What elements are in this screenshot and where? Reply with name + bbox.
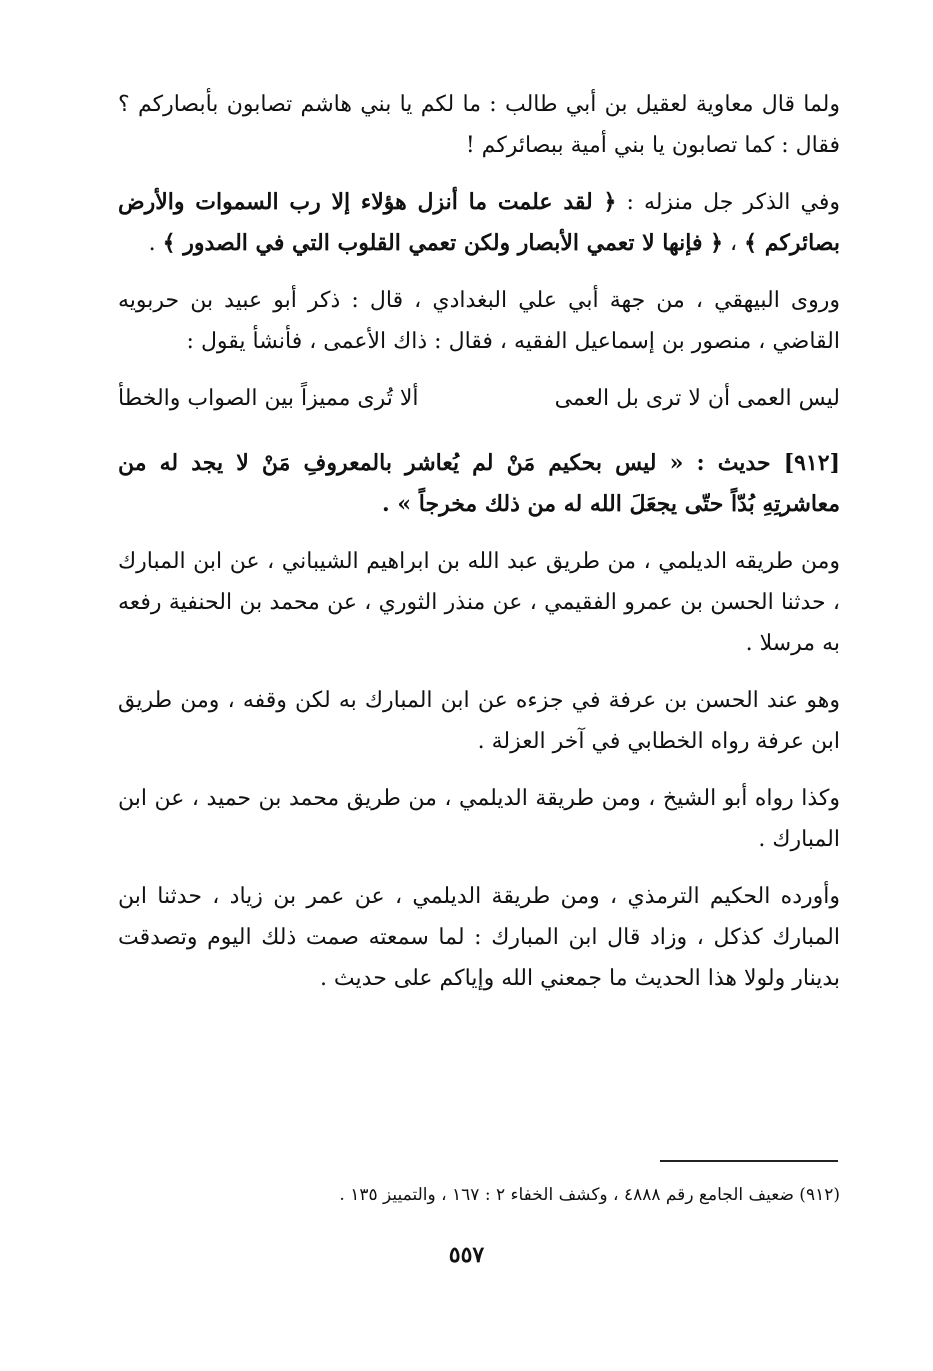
page-body xyxy=(118,84,840,999)
paragraph-daylami: ومن طريقه الديلمي ، من طريق عبد الله بن ابراهيم الشيباني ، عن ابن المبارك ، حدثنا الحسن بن عمرو الفقيمي ، عن منذر الثوري ، عن محمد بن الحنفية رفعه به مرسلا . xyxy=(118,549,840,656)
poem-hemistich-left: ألا تُرى مميزاً بين الصواب والخطأ xyxy=(118,386,419,411)
paragraph-abu-shaykh: وكذا رواه أبو الشيخ ، ومن طريقة الديلمي ، من طريق محمد بن حميد ، عن ابن المبارك . xyxy=(118,786,840,852)
poem-verse xyxy=(118,378,840,419)
quran-verse-2: ﴿ فإنها لا تعمي الأبصار ولكن تعمي القلوب التي في الصدور ﴾ xyxy=(162,230,724,256)
paragraph-ibn-arafa: وهو عند الحسن بن عرفة في جزءه عن ابن المبارك به لكن وقفه ، ومن طريق ابن عرفة رواه الخطابي في آخر العزلة . xyxy=(118,688,840,754)
page-number: ٥٥٧ xyxy=(448,1242,485,1268)
paragraph-bayhaqi: وروى البيهقي ، من جهة أبي علي البغدادي ، قال : ذكر أبو عبيد بن حربويه القاضي ، منصور بن إسماعيل الفقيه ، فقال : ذاك الأعمى ، فأنشأ يقول : xyxy=(118,288,840,354)
paragraph-quran-verses xyxy=(118,182,840,264)
footnote: (٩١٢) ضعيف الجامع رقم ٤٨٨٨ ، وكشف الخفاء ٢ : ١٦٧ ، والتمييز ١٣٥ . xyxy=(339,1185,840,1205)
paragraph-tirmidhi: وأورده الحكيم الترمذي ، ومن طريقة الديلمي ، عن عمر بن زياد ، حدثنا ابن المبارك كذكل ، وزاد قال ابن المبارك : لما سمعته صمت ذلك اليوم وتصدقت بدينار ولولا هذا الحديث ما جمعني الله وإياكم على حديث . xyxy=(118,884,840,991)
poem-hemistich-right: ليس العمى أن لا ترى بل العمى xyxy=(554,386,840,411)
verse-intro: وفي الذكر جل منزله : xyxy=(626,190,840,215)
paragraph-muawiya: ولما قال معاوية لعقيل بن أبي طالب : ما لكم يا بني هاشم تصابون بأبصاركم ؟ فقال : كما تصابون يا بني أمية ببصائركم ! xyxy=(118,92,840,158)
verse-end: . xyxy=(148,231,156,256)
hadith-number: [٩١٢] xyxy=(783,450,840,476)
paragraph-hadith-912 xyxy=(118,443,840,525)
footnote-divider xyxy=(660,1160,838,1162)
quran-verse-1: ﴿ لقد علمت ما أنزل هؤلاء إلا رب السموات والأرض بصائركم ﴾ xyxy=(118,189,840,256)
verse-separator: ، xyxy=(730,231,738,256)
hadith-text: حديث : « ليس بحكيم مَنْ لم يُعاشر بالمعروفِ مَنْ لا يجد له من معاشرتِهِ بُدّاً حتّى يجعَلَ الله له من ذلك مخرجاً » . xyxy=(118,450,840,517)
